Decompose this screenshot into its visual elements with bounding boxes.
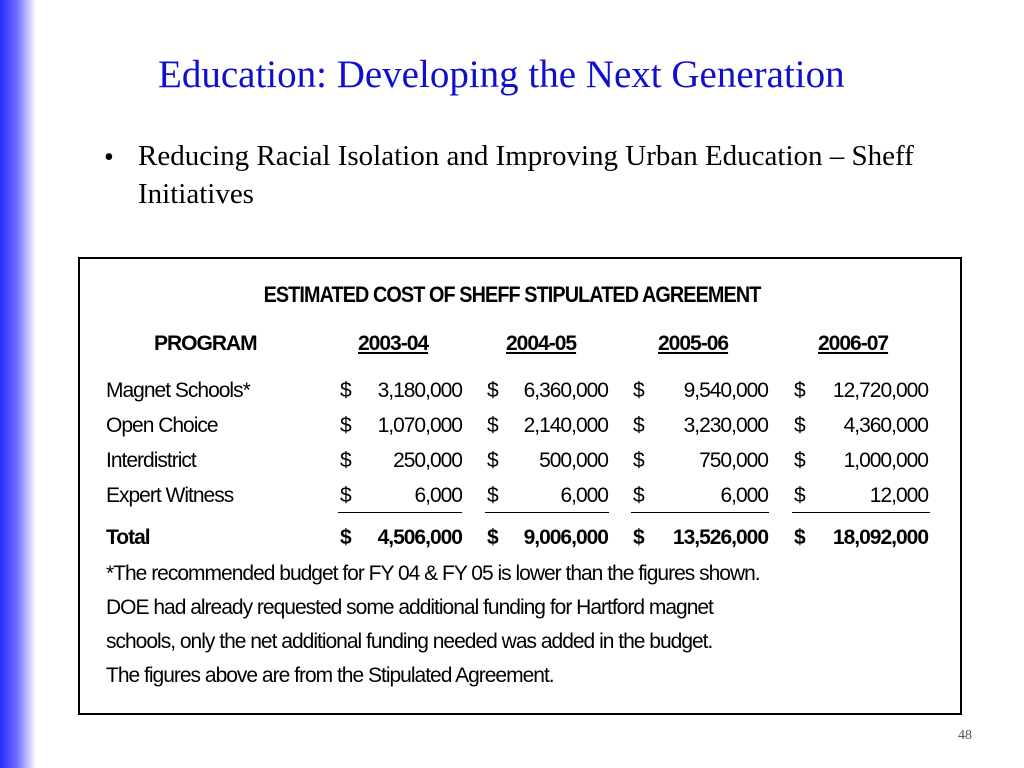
cell-value: 1,000,000 [843, 449, 928, 472]
subtotal-underline [792, 512, 930, 513]
row-label-expert-witness: Expert Witness [106, 484, 234, 507]
cell-value: 3,230,000 [683, 414, 768, 437]
slide-title: Education: Developing the Next Generation [158, 53, 845, 96]
currency-symbol: $ [487, 484, 498, 507]
currency-symbol: $ [633, 449, 644, 472]
total-value: 13,526,000 [672, 526, 768, 549]
cell-value: 750,000 [699, 449, 768, 472]
total-value: 4,506,000 [377, 526, 462, 549]
program-column-header: PROGRAM [154, 332, 257, 355]
cell-value: 500,000 [539, 449, 608, 472]
footnote-line: The figures above are from the Stipulated Agreement. [106, 664, 554, 687]
currency-symbol: $ [794, 526, 805, 549]
footnote-line: *The recommended budget for FY 04 & FY 05 is lower than the figures shown. [106, 562, 760, 585]
footnote-line: DOE had already requested some additional funding for Hartford magnet [106, 596, 713, 619]
table-title: ESTIMATED COST OF SHEFF STIPULATED AGREEMENT [263, 282, 761, 307]
currency-symbol: $ [487, 414, 498, 437]
total-value: 9,006,000 [523, 526, 608, 549]
currency-symbol: $ [794, 379, 805, 402]
cell-value: 9,540,000 [683, 379, 768, 402]
currency-symbol: $ [794, 484, 805, 507]
footnote-line: schools, only the net additional funding needed was added in the budget. [106, 630, 713, 653]
bullet-marker: • [104, 142, 114, 173]
row-label-interdistrict: Interdistrict [106, 449, 196, 472]
currency-symbol: $ [633, 414, 644, 437]
page-number: 48 [958, 728, 972, 743]
currency-symbol: $ [340, 414, 351, 437]
cell-value: 1,070,000 [377, 414, 462, 437]
year-header-2006-07: 2006-07 [818, 332, 889, 355]
cell-value: 250,000 [393, 449, 462, 472]
currency-symbol: $ [340, 526, 351, 549]
year-header-2005-06: 2005-06 [658, 332, 729, 355]
cell-value: 6,360,000 [523, 379, 608, 402]
row-label-open-choice: Open Choice [106, 414, 218, 437]
currency-symbol: $ [340, 379, 351, 402]
bullet-text: Reducing Racial Isolation and Improving Urban Education – Sheff Initiatives [138, 140, 914, 210]
cell-value: 3,180,000 [377, 379, 462, 402]
currency-symbol: $ [633, 526, 644, 549]
cell-value: 12,720,000 [832, 379, 928, 402]
subtotal-underline [631, 512, 769, 513]
cell-value: 6,000 [560, 484, 608, 507]
row-label-magnet-schools: Magnet Schools* [106, 379, 250, 402]
subtotal-underline [485, 512, 609, 513]
currency-symbol: $ [487, 379, 498, 402]
total-value: 18,092,000 [832, 526, 928, 549]
currency-symbol: $ [633, 379, 644, 402]
currency-symbol: $ [340, 449, 351, 472]
row-label-total: Total [106, 526, 150, 549]
cell-value: 12,000 [869, 484, 928, 507]
currency-symbol: $ [340, 484, 351, 507]
slide-sidebar-gradient [0, 0, 36, 768]
cell-value: 2,140,000 [523, 414, 608, 437]
currency-symbol: $ [487, 526, 498, 549]
year-header-2004-05: 2004-05 [506, 332, 577, 355]
currency-symbol: $ [487, 449, 498, 472]
year-header-2003-04: 2003-04 [358, 332, 429, 355]
cell-value: 6,000 [414, 484, 462, 507]
cell-value: 6,000 [720, 484, 768, 507]
cell-value: 4,360,000 [843, 414, 928, 437]
subtotal-underline [338, 512, 462, 513]
currency-symbol: $ [794, 449, 805, 472]
currency-symbol: $ [794, 414, 805, 437]
currency-symbol: $ [633, 484, 644, 507]
